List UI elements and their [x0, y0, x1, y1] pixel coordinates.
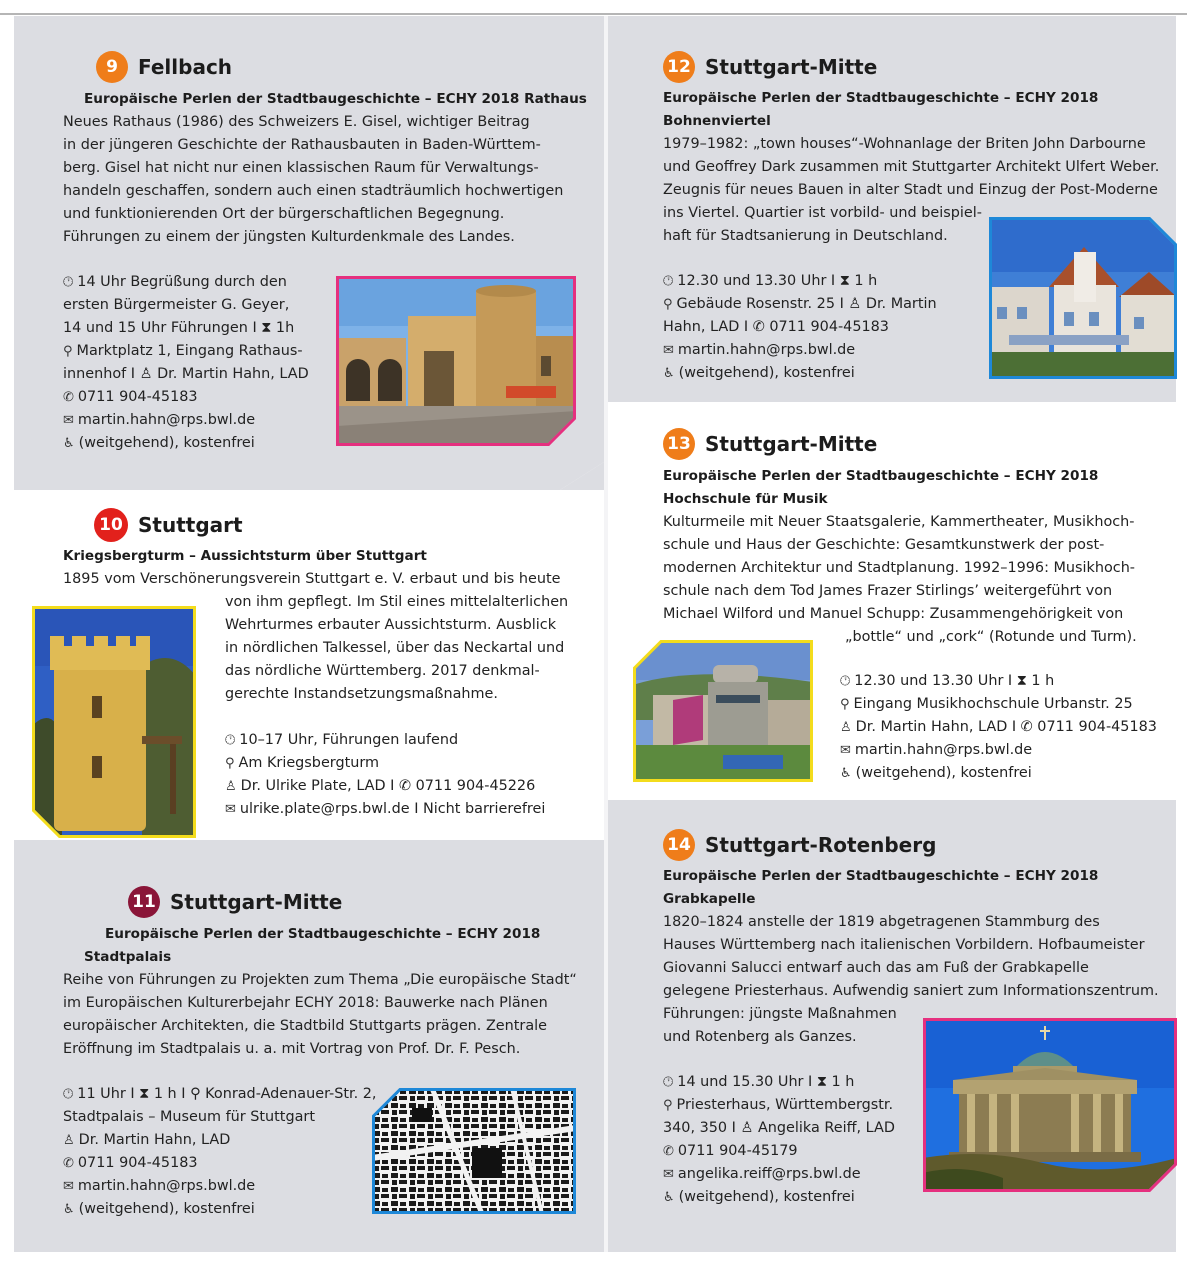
info-row: [225, 775, 545, 798]
entry-9-subtitle: [84, 88, 587, 111]
entry-11-info: [63, 1083, 377, 1221]
info-row: [663, 339, 937, 362]
description-line: Wehrturmes erbauter Aussichtsturm. Ausblick: [225, 617, 557, 633]
wheelchair-icon: ♿︎: [63, 1202, 75, 1217]
entry-9-info: [63, 271, 309, 455]
description-line: in der jüngeren Geschichte der Rathausbauten in Baden-Württem-: [63, 137, 541, 153]
time-text: 12.30 und 13.30 Uhr I ⧗ 1 h: [854, 673, 1055, 689]
description-line: Reihe von Führungen zu Projekten zum Thema „Die europäische Stadt“: [63, 972, 577, 988]
location-text: Eingang Musikhochschule Urbanstr. 25: [853, 696, 1133, 712]
entry-13-description: [663, 511, 1137, 649]
info-row: [663, 1140, 895, 1163]
contact-text: 340, 350 I ♙ Angelika Reiff, LAD: [663, 1120, 895, 1136]
email-link[interactable]: martin.hahn@rps.bwl.de: [77, 412, 256, 428]
description-line: schule nach dem Tod James Frazer Stirlings’ weitergeführt von: [663, 583, 1113, 599]
entry-11-subtitle-2: [84, 946, 171, 969]
description-line: „bottle“ und „cork“ (Rotunde und Turm).: [845, 629, 1137, 645]
description-line: Giovanni Salucci entwarf auch das am Fuß der Grabkapelle: [663, 960, 1089, 976]
entry-12-info: [663, 270, 937, 385]
description-line: modernen Architektur und Stadtplanung. 1992–1996: Musikhoch-: [663, 560, 1136, 576]
town-hall-photo: [336, 276, 576, 446]
accessibility-text: (weitgehend), kostenfrei: [855, 765, 1032, 781]
phone-text[interactable]: 0711 904-45183: [77, 1155, 198, 1171]
description-line: Zeugnis für neues Bauen in alter Stadt und Einzug der Post-Moderne: [663, 182, 1158, 198]
pin-icon: ⚲: [63, 344, 73, 359]
info-row: [663, 362, 937, 385]
burial-chapel-photo: [923, 1018, 1177, 1192]
entry-subtitle: Europäische Perlen der Stadtbaugeschichte – ECHY 2018 Rathaus: [84, 91, 587, 107]
number-badge: 14: [663, 829, 695, 861]
info-row: [840, 670, 1157, 693]
location-text: Gebäude Rosenstr. 25 I ♙ Dr. Martin: [676, 296, 937, 312]
entry-title: Stuttgart: [138, 513, 243, 537]
number-badge: 12: [663, 51, 695, 83]
tower-photo: [32, 606, 196, 838]
info-row: [63, 432, 309, 455]
entry-13-info: [840, 670, 1157, 785]
info-row: [63, 1175, 377, 1198]
number-badge: 9: [96, 51, 128, 83]
info-row: [63, 294, 309, 317]
entry-12: [663, 50, 877, 84]
entry-13: [663, 427, 877, 461]
time-text: 12.30 und 13.30 Uhr I ⧗ 1 h: [677, 273, 878, 289]
person-icon: ♙: [63, 1133, 75, 1148]
description-line: Führungen zu einem der jüngsten Kulturdenkmale des Landes.: [63, 229, 515, 245]
info-text: ersten Bürgermeister G. Geyer,: [63, 297, 290, 313]
clock-icon: 🕐︎: [63, 1087, 74, 1102]
mail-icon: ✉: [663, 343, 674, 358]
info-row: [663, 1071, 895, 1094]
info-row: [63, 1152, 377, 1175]
entry-12-subtitle: [663, 87, 1098, 133]
entry-10-description: [225, 591, 568, 706]
entry-title: Stuttgart-Mitte: [705, 55, 878, 79]
description-line: gelegene Priesterhaus. Aufwendig saniert zum Informationszentrum.: [663, 983, 1159, 999]
clock-icon: 🕐︎: [840, 674, 851, 689]
info-row: [225, 729, 545, 752]
info-row: [225, 752, 545, 775]
wheelchair-icon: ♿︎: [63, 436, 75, 451]
entry-10: [94, 508, 243, 542]
clock-icon: 🕐︎: [63, 275, 74, 290]
description-line: handeln geschaffen, sondern auch einen stadträumlich hochwertigen: [63, 183, 564, 199]
description-line: europäischer Architekten, die Stadtbild Stuttgarts prägen. Zentrale: [63, 1018, 548, 1034]
number-badge: 10: [94, 508, 128, 542]
entry-subtitle: Hochschule für Musik: [663, 491, 828, 507]
entry-subtitle: Grabkapelle: [663, 891, 756, 907]
description-line: Führungen: jüngste Maßnahmen: [663, 1006, 897, 1022]
description-line: schule und Haus der Geschichte: Gesamtkunstwerk der post-: [663, 537, 1105, 553]
info-row: [840, 716, 1157, 739]
entry-13-subtitle: [663, 465, 1098, 511]
info-row: [63, 1129, 377, 1152]
info-row: [663, 1186, 895, 1209]
phone-icon: ✆: [663, 1144, 674, 1159]
phone-text[interactable]: 0711 904-45179: [677, 1143, 798, 1159]
description-line: in nördlichen Talkessel, über das Neckartal und: [225, 640, 565, 656]
info-row: [663, 1117, 895, 1140]
description-line: Hauses Württemberg nach italienischen Vorbildern. Hofbaumeister: [663, 937, 1145, 953]
time-text: 10–17 Uhr, Führungen laufend: [239, 732, 459, 748]
info-row: [63, 363, 309, 386]
info-row: [63, 1083, 377, 1106]
info-row: [663, 270, 937, 293]
entry-10-subtitle: [63, 545, 427, 568]
person-icon: ♙: [840, 720, 852, 735]
time-text: 14 und 15.30 Uhr I ⧗ 1 h: [677, 1074, 855, 1090]
info-row: [663, 1163, 895, 1186]
pin-icon: ⚲: [225, 756, 235, 771]
description-line: gerechte Instandsetzungsmaßnahme.: [225, 686, 498, 702]
location-text: Am Kriegsbergturm: [238, 755, 380, 771]
info-row: [663, 1094, 895, 1117]
mail-icon: ✉: [225, 802, 236, 817]
entry-11-description: [63, 969, 577, 1061]
info-row: [63, 1198, 377, 1221]
entry-subtitle: Bohnenviertel: [663, 113, 771, 129]
contact-text: Dr. Martin Hahn, LAD I ✆ 0711 904-45183: [855, 719, 1157, 735]
info-row: [63, 409, 309, 432]
location-text: Stadtpalais – Museum für Stuttgart: [63, 1109, 315, 1125]
email-link[interactable]: martin.hahn@rps.bwl.de: [854, 742, 1033, 758]
mail-icon: ✉: [63, 413, 74, 428]
entry-subtitle: Europäische Perlen der Stadtbaugeschichte – ECHY 2018: [663, 868, 1099, 884]
mail-icon: ✉: [840, 743, 851, 758]
description-line: haft für Stadtsanierung in Deutschland.: [663, 228, 948, 244]
entry-title: Stuttgart-Rotenberg: [705, 833, 937, 857]
location-text: Priesterhaus, Württembergstr.: [676, 1097, 894, 1113]
accessibility-text: (weitgehend), kostenfrei: [78, 435, 255, 451]
description-line: das nördliche Württemberg. 2017 denkmal-: [225, 663, 540, 679]
wheelchair-icon: ♿︎: [840, 766, 852, 781]
contact-text: innenhof I ♙ Dr. Martin Hahn, LAD: [63, 366, 309, 382]
contact-text: Dr. Martin Hahn, LAD: [78, 1132, 231, 1148]
description-line: 1895 vom Verschönerungsverein Stuttgart e. V. erbaut und bis heute: [63, 571, 561, 587]
info-row: [63, 317, 309, 340]
phone-icon: ✆: [63, 390, 74, 405]
description-line: und funktionierenden Ort der bürgerschaftlichen Begegnung.: [63, 206, 505, 222]
entry-title: Stuttgart-Mitte: [705, 432, 878, 456]
entry-9-description: [63, 111, 563, 249]
music-school-photo: [633, 640, 813, 782]
info-row: [63, 271, 309, 294]
info-row: [663, 293, 937, 316]
info-row: [840, 693, 1157, 716]
info-row: [840, 762, 1157, 785]
entry-title: Stuttgart-Mitte: [170, 890, 343, 914]
mail-icon: ✉: [663, 1167, 674, 1182]
time-text: 14 Uhr Begrüßung durch den: [77, 274, 287, 290]
pin-icon: ⚲: [663, 1098, 673, 1113]
description-line: berg. Gisel hat nicht nur einen klassischen Raum für Verwaltungs-: [63, 160, 539, 176]
info-row: [63, 340, 309, 363]
mail-icon: ✉: [63, 1179, 74, 1194]
entry-subtitle: Europäische Perlen der Stadtbaugeschichte – ECHY 2018: [105, 926, 541, 942]
description-line: Neues Rathaus (1986) des Schweizers E. Gisel, wichtiger Beitrag: [63, 114, 530, 130]
accessibility-text: (weitgehend), kostenfrei: [78, 1201, 255, 1217]
entry-subtitle: Stadtpalais: [84, 949, 172, 965]
wheelchair-icon: ♿︎: [663, 1190, 675, 1205]
duration-text: 14 und 15 Uhr Führungen I ⧗ 1h: [63, 320, 295, 336]
description-line: 1979–1982: „town houses“-Wohnanlage der Briten John Darbourne: [663, 136, 1146, 152]
entry-subtitle: Kriegsbergturm – Aussichtsturm über Stuttgart: [63, 548, 427, 564]
entry-10-description-first: [63, 568, 560, 591]
town-houses-photo: [989, 217, 1177, 379]
wheelchair-icon: ♿︎: [663, 366, 675, 381]
phone-icon: ✆: [63, 1156, 74, 1171]
info-row: [663, 316, 937, 339]
accessibility-text: (weitgehend), kostenfrei: [678, 365, 855, 381]
clock-icon: 🕐︎: [663, 274, 674, 289]
phone-text[interactable]: 0711 904-45183: [77, 389, 198, 405]
entry-title: Fellbach: [138, 55, 233, 79]
clock-icon: 🕐︎: [663, 1075, 674, 1090]
entry-14: [663, 828, 936, 862]
pin-icon: ⚲: [663, 297, 673, 312]
accessibility-text: (weitgehend), kostenfrei: [678, 1189, 855, 1205]
description-line: und Geoffrey Dark zusammen mit Stuttgarter Architekt Ulfert Weber.: [663, 159, 1160, 175]
description-line: Eröffnung im Stadtpalais u. a. mit Vortrag von Prof. Dr. F. Pesch.: [63, 1041, 521, 1057]
description-line: 1820–1824 anstelle der 1819 abgetragenen Stammburg des: [663, 914, 1100, 930]
info-row: [63, 1106, 377, 1129]
entry-10-info: [225, 729, 545, 821]
email-link[interactable]: ulrike.plate@rps.bwl.de I Nicht barrierefrei: [239, 801, 546, 817]
description-line: im Europäischen Kulturerbejahr ECHY 2018: Bauwerke nach Plänen: [63, 995, 548, 1011]
entry-subtitle: Europäische Perlen der Stadtbaugeschichte – ECHY 2018: [663, 90, 1099, 106]
description-line: Kulturmeile mit Neuer Staatsgalerie, Kammertheater, Musikhoch-: [663, 514, 1135, 530]
time-location-text: 11 Uhr I ⧗ 1 h I ⚲ Konrad-Adenauer-Str. 2,: [77, 1086, 377, 1102]
number-badge: 13: [663, 428, 695, 460]
email-link[interactable]: angelika.reiff@rps.bwl.de: [677, 1166, 861, 1182]
email-link[interactable]: martin.hahn@rps.bwl.de: [77, 1178, 256, 1194]
pin-icon: ⚲: [840, 697, 850, 712]
description-line: Michael Wilford und Manuel Schupp: Zusammengehörigkeit von: [663, 606, 1124, 622]
entry-14-info: [663, 1071, 895, 1209]
description-line: von ihm gepflegt. Im Stil eines mittelalterlichen: [225, 594, 569, 610]
entry-11: [128, 885, 342, 919]
contact-text: Hahn, LAD I ✆ 0711 904-45183: [663, 319, 889, 335]
email-link[interactable]: martin.hahn@rps.bwl.de: [677, 342, 856, 358]
description-line: und Rotenberg als Ganzes.: [663, 1029, 857, 1045]
number-badge: 11: [128, 886, 160, 918]
info-row: [63, 386, 309, 409]
clock-icon: 🕐︎: [225, 733, 236, 748]
contact-text: Dr. Ulrike Plate, LAD I ✆ 0711 904-45226: [240, 778, 536, 794]
person-icon: ♙: [225, 779, 237, 794]
info-row: [840, 739, 1157, 762]
entry-subtitle: Europäische Perlen der Stadtbaugeschichte – ECHY 2018: [663, 468, 1099, 484]
location-text: Marktplatz 1, Eingang Rathaus-: [76, 343, 303, 359]
entry-9: [96, 50, 232, 84]
city-map-image: [372, 1088, 576, 1214]
entry-11-subtitle: [105, 923, 540, 946]
info-row: [225, 798, 545, 821]
entry-14-subtitle: [663, 865, 1098, 911]
description-line: ins Viertel. Quartier ist vorbild- und beispiel-: [663, 205, 982, 221]
